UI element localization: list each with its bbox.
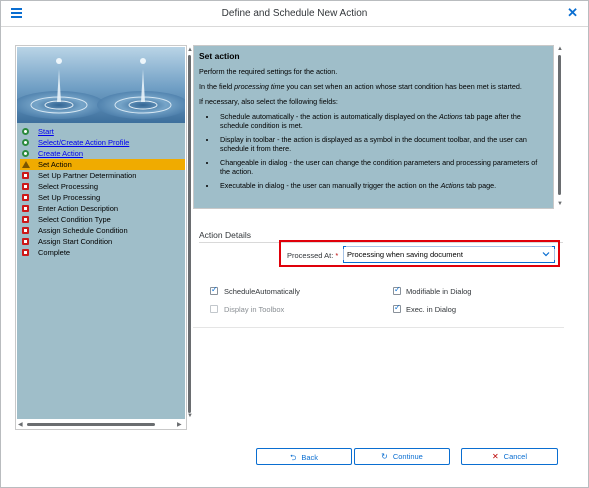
close-icon[interactable]: ✕ [567,5,578,20]
focus-corner [552,246,555,249]
scroll-left-icon[interactable]: ◀ [18,422,23,428]
help-bullet: • Display in toolbar - the action is displayed as a symbol in the document toolbar, and the user can schedule it from there. [217,135,548,153]
scrollbar-thumb[interactable] [27,423,155,426]
pending-step-icon [22,249,29,256]
pending-step-icon [22,238,29,245]
focus-corner [552,260,555,263]
processed-at-value: Processing when saving document [347,250,463,259]
button-label: Back [301,453,319,462]
step-label: Set Action [38,160,72,169]
section-title: Action Details [199,230,251,240]
display-in-toolbox-checkbox[interactable] [210,305,218,313]
step-label[interactable]: Select/Create Action Profile [38,138,130,147]
help-bullet [217,112,548,130]
step-panel-horizontal-scrollbar[interactable] [17,420,186,429]
exec-in-dialog-label: Exec. in Dialog [406,305,457,314]
help-text: Executable in dialog - the user can manually trigger the action on the [220,181,441,190]
pending-step-icon [22,172,29,179]
step-label: Assign Start Condition [38,237,113,246]
help-heading: Set action [199,51,240,61]
step-label[interactable]: Create Action [38,149,84,158]
help-bullet [217,181,548,190]
focus-corner [343,246,346,249]
step-create-action[interactable] [20,148,185,159]
scrollbar-thumb[interactable] [558,55,561,195]
help-text: tab page. [464,181,497,190]
required-indicator: * [335,251,339,260]
label-text: Processed At: [287,251,334,260]
chevron-down-icon[interactable] [542,250,550,258]
help-emphasis: Actions [438,112,463,121]
button-label: Cancel [503,452,528,461]
step-label[interactable]: Start [38,127,54,136]
completed-step-icon [22,139,29,146]
cancel-button[interactable] [461,448,558,465]
step-label: Select Condition Type [38,215,111,224]
processed-at-highlight [279,240,560,267]
help-paragraph: Perform the required settings for the action. [199,67,338,76]
exec-in-dialog-checkbox[interactable] [393,305,401,313]
scroll-down-icon[interactable]: ▼ [187,413,193,419]
pending-step-icon [22,183,29,190]
button-label: Continue [392,452,423,461]
step-assign-schedule-condition [20,225,185,236]
dialog-title: Define and Schedule New Action [221,8,368,19]
continue-button[interactable] [354,448,450,465]
scroll-down-icon[interactable]: ▼ [557,201,563,207]
step-start[interactable] [20,126,185,137]
help-paragraph: If necessary, also select the following fields: [199,97,338,106]
help-emphasis: processing time [234,82,285,91]
step-label: Set Up Partner Determination [38,171,137,180]
help-text: In the field [199,82,235,91]
title-bar [1,1,588,27]
help-bullet: • Changeable in dialog - the user can change the condition parameters and processing parameters of the action. [217,158,548,176]
help-text: tab page after the schedule condition is met. [220,112,521,130]
pending-step-icon [22,227,29,234]
step-select-condition-type [20,214,185,225]
help-emphasis: Actions [440,181,465,190]
pending-step-icon [22,205,29,212]
schedule-automatically-label: ScheduleAutomatically [224,287,300,296]
scroll-right-icon[interactable]: ▶ [177,422,182,428]
close-icon: ✕ [491,452,499,461]
button-content [355,452,449,461]
step-set-up-processing [20,192,185,203]
processed-at-label [287,251,338,260]
back-arrow-icon: ⮌ [289,453,297,462]
step-enter-action-description [20,203,185,214]
step-list [17,123,185,419]
step-label: Select Processing [38,182,99,191]
help-text: Schedule automatically - the action is automatically displayed on the [220,112,439,121]
schedule-automatically-checkbox[interactable] [210,287,218,295]
help-text: you can set when an action whose start condition has been met is started. [284,82,522,91]
water-drop-image [17,47,185,123]
modifiable-in-dialog-checkbox[interactable] [393,287,401,295]
pending-step-icon [22,216,29,223]
help-text-panel [193,45,554,209]
step-set-action [20,159,185,170]
help-paragraph [199,82,548,91]
completed-step-icon [22,128,29,135]
step-select-processing [20,181,185,192]
button-content [462,452,557,461]
step-set-up-partner-determination [20,170,185,181]
button-content [257,452,351,466]
processed-at-select[interactable] [343,246,555,263]
step-select-create-action-profile[interactable] [20,137,185,148]
scrollbar-thumb[interactable] [188,55,191,413]
step-label: Complete [38,248,71,257]
step-label: Assign Schedule Condition [38,226,128,235]
pending-step-icon [22,194,29,201]
focus-corner [343,260,346,263]
help-bullet-list [217,112,548,190]
display-in-toolbox-label: Display in Toolbox [224,305,285,314]
scroll-up-icon[interactable]: ▲ [187,47,193,53]
scroll-up-icon[interactable]: ▲ [557,46,563,52]
step-panel-vertical-scrollbar[interactable] [186,47,193,419]
step-label: Set Up Processing [38,193,101,202]
step-assign-start-condition [20,236,185,247]
current-step-icon [22,161,30,168]
step-navigation-panel [15,45,193,430]
back-button[interactable] [256,448,352,465]
completed-step-icon [22,150,29,157]
modifiable-in-dialog-label: Modifiable in Dialog [406,287,472,296]
refresh-icon: ↻ [381,452,388,461]
step-complete [20,247,185,258]
help-panel-scrollbar[interactable] [556,45,563,209]
action-details-section [193,217,564,328]
step-label: Enter Action Description [38,204,119,213]
